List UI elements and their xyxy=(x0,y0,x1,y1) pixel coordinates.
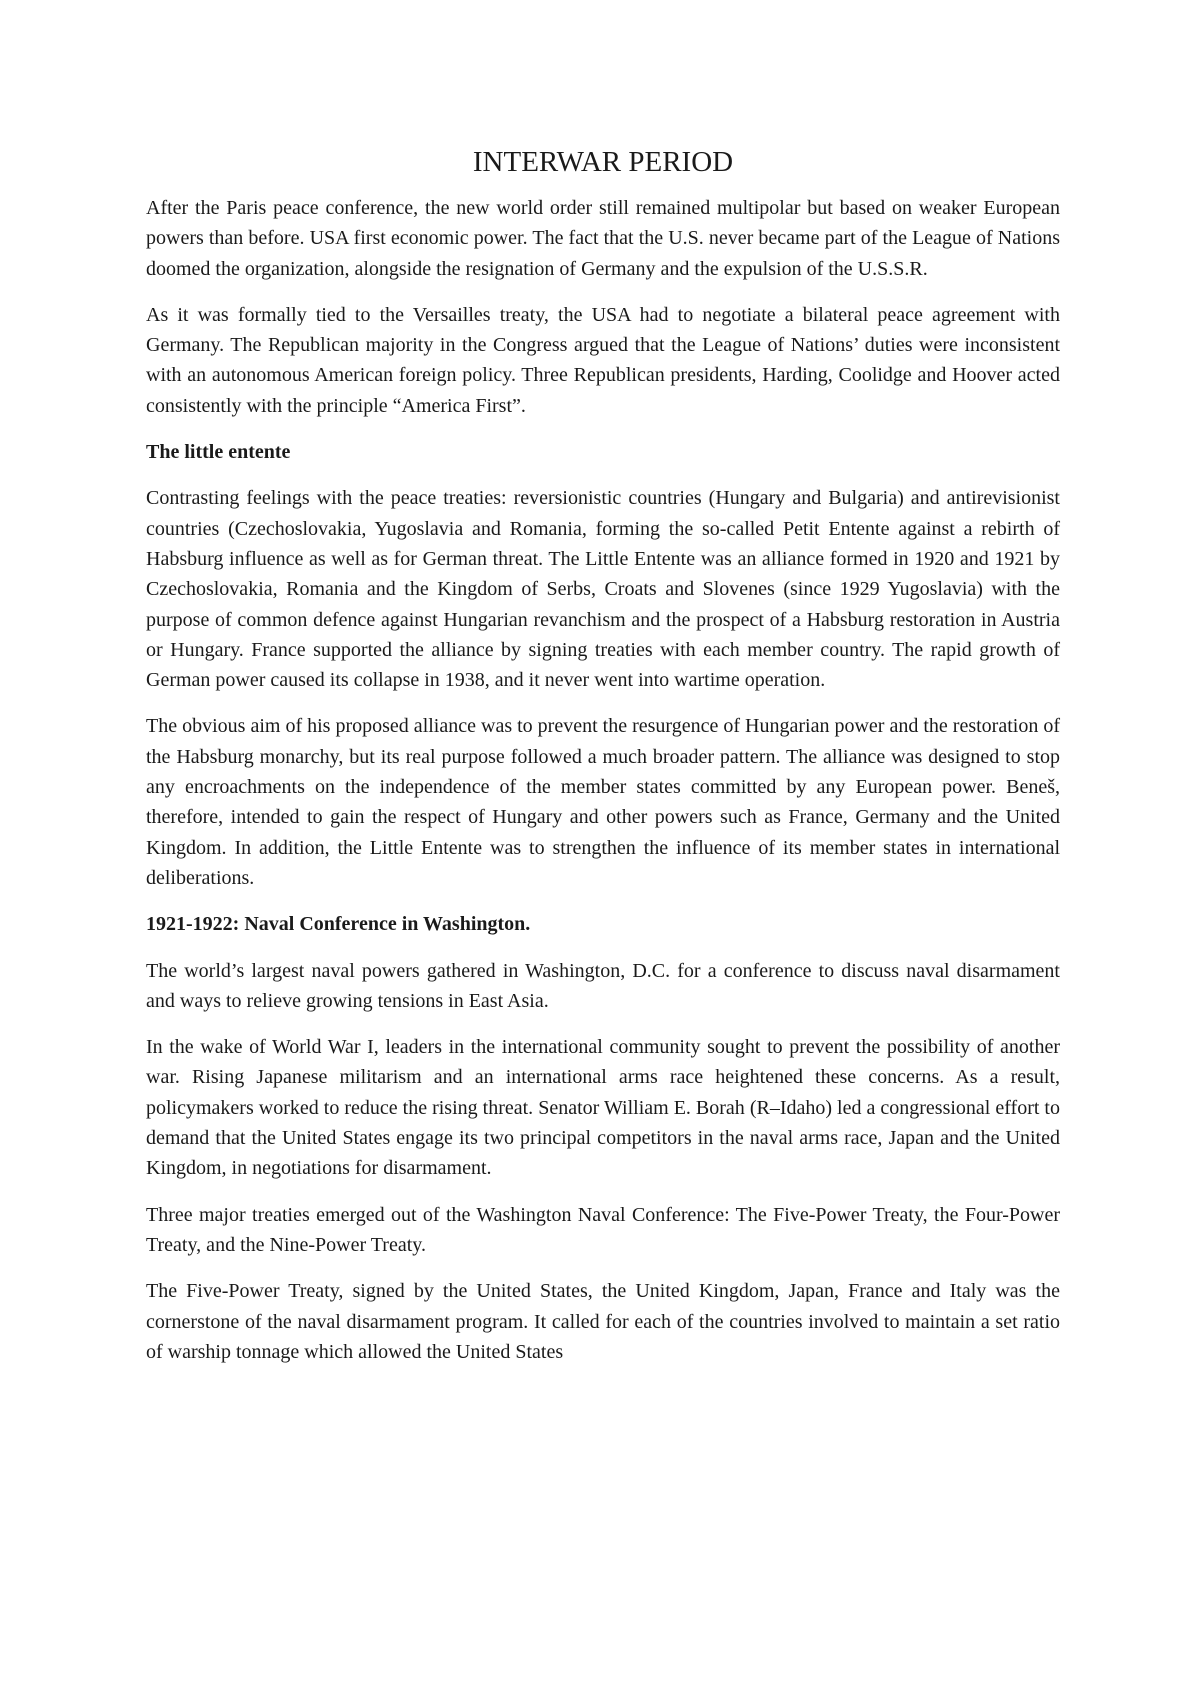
document-body xyxy=(146,142,1060,1383)
paragraph-little-entente: Contrasting feelings with the peace treaties: reversionistic countries (Hungary and Bulgaria) and antirevisionist countries (Czechoslovakia, Yugoslavia and Romania, forming the so-called Petit Entente against a rebirth of Habsburg influence as well as for German threat. The Little Entente was an alliance formed in 1920 and 1921 by Czechoslovakia, Romania and the Kingdom of Serbs, Croats and Slovenes (since 1929 Yugoslavia) with the purpose of common defence against Hungarian revanchism and the prospect of a Habsburg restoration in Austria or Hungary. France supported the alliance by signing treaties with each member country. The rapid growth of German power caused its collapse in 1938, and it never went into wartime operation. xyxy=(146,487,1060,692)
section-heading-little-entente: The little entente xyxy=(146,441,291,464)
paragraph-five-power-treaty: The Five-Power Treaty, signed by the United States, the United Kingdom, Japan, France and Italy was the cornerstone of the naval disarmament program. It called for each of the countries involved to maintain a set ratio of warship tonnage which allowed the United States xyxy=(146,1280,1060,1363)
paragraph-three-treaties: Three major treaties emerged out of the Washington Naval Conference: The Five-Power Treaty, the Four-Power Treaty, and the Nine-Power Treaty. xyxy=(146,1203,1060,1256)
paragraph-alliance-aim: The obvious aim of his proposed alliance was to prevent the resurgence of Hungarian power and the restoration of the Habsburg monarchy, but its real purpose followed a much broader pattern. The alliance was designed to stop any encroachments on the independence of the member states committed by any European power. Beneš, therefore, intended to gain the respect of Hungary and other powers such as France, Germany and the United Kingdom. In addition, the Little Entente was to strengthen the influence of its member states in international deliberations. xyxy=(146,715,1060,889)
paragraph-intro: After the Paris peace conference, the new world order still remained multipolar but based on weaker European powers than before. USA first economic power. The fact that the U.S. never became part of the League of Nations doomed the organization, alongside the resignation of Germany and the expulsion of the U.S.S.R. xyxy=(146,197,1060,280)
paragraph-wake-of-war: In the wake of World War I, leaders in the international community sought to prevent the possibility of another war. Rising Japanese militarism and an international arms race heightened these concerns. As a result, policymakers worked to reduce the rising threat. Senator William E. Borah (R–Idaho) led a congressional effort to demand that the United States engage its two principal competitors in the naval arms race, Japan and the United Kingdom, in negotiations for disarmament. xyxy=(146,1036,1060,1180)
paragraph-versailles: As it was formally tied to the Versailles treaty, the USA had to negotiate a bilateral peace agreement with Germany. The Republican majority in the Congress argued that the League of Nations’ duties were inconsistent with an autonomous American foreign policy. Three Republican presidents, Harding, Coolidge and Hoover acted consistently with the principle “America First”. xyxy=(146,303,1060,417)
page-title: INTERWAR PERIOD xyxy=(472,146,734,178)
section-heading-naval-conference: 1921-1922: Naval Conference in Washington. xyxy=(146,913,531,936)
paragraph-naval-powers: The world’s largest naval powers gathered in Washington, D.C. for a conference to discuss naval disarmament and ways to relieve growing tensions in East Asia. xyxy=(146,959,1060,1012)
